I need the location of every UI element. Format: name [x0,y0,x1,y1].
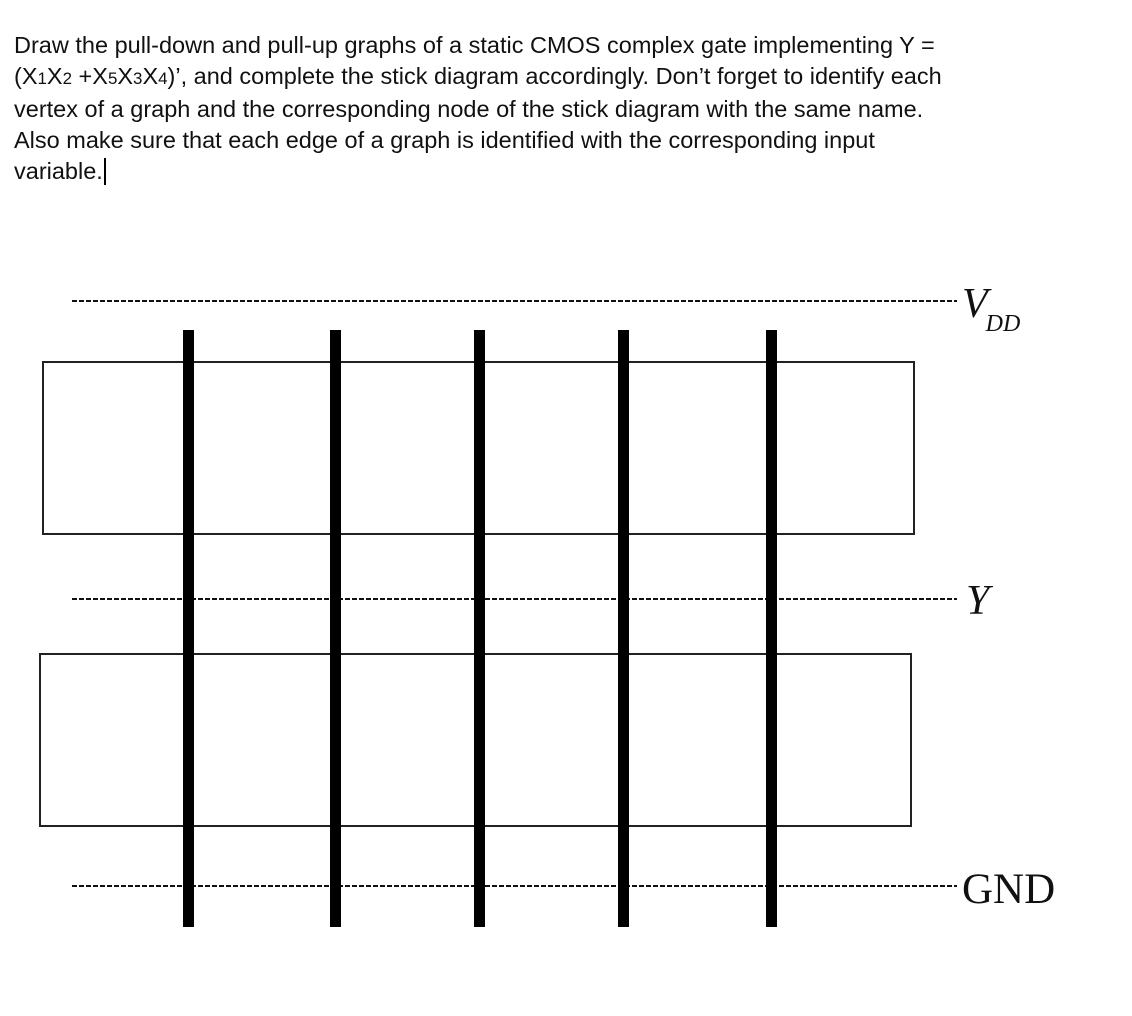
question-line-2: (X1X2 +X5X3X4)’, and complete the stick diagram accordingly. Don’t forget to identify each [14,63,942,89]
gate-column [474,330,485,927]
ground-label: GND [962,866,1056,913]
gate-column [766,330,777,927]
question-line-1: Draw the pull-down and pull-up graphs of a static CMOS complex gate implementing Y = [14,32,935,58]
gate-column [330,330,341,927]
gate-column [183,330,194,927]
question-line-5: variable. [14,156,1114,187]
vdd-label: VDD [962,281,1021,337]
question-line-3: vertex of a graph and the corresponding node of the stick diagram with the same name. [14,96,924,122]
question-line-4: Also make sure that each edge of a graph is identified with the corresponding input [14,127,875,153]
gate-column [618,330,629,927]
output-label: Y [966,578,990,624]
